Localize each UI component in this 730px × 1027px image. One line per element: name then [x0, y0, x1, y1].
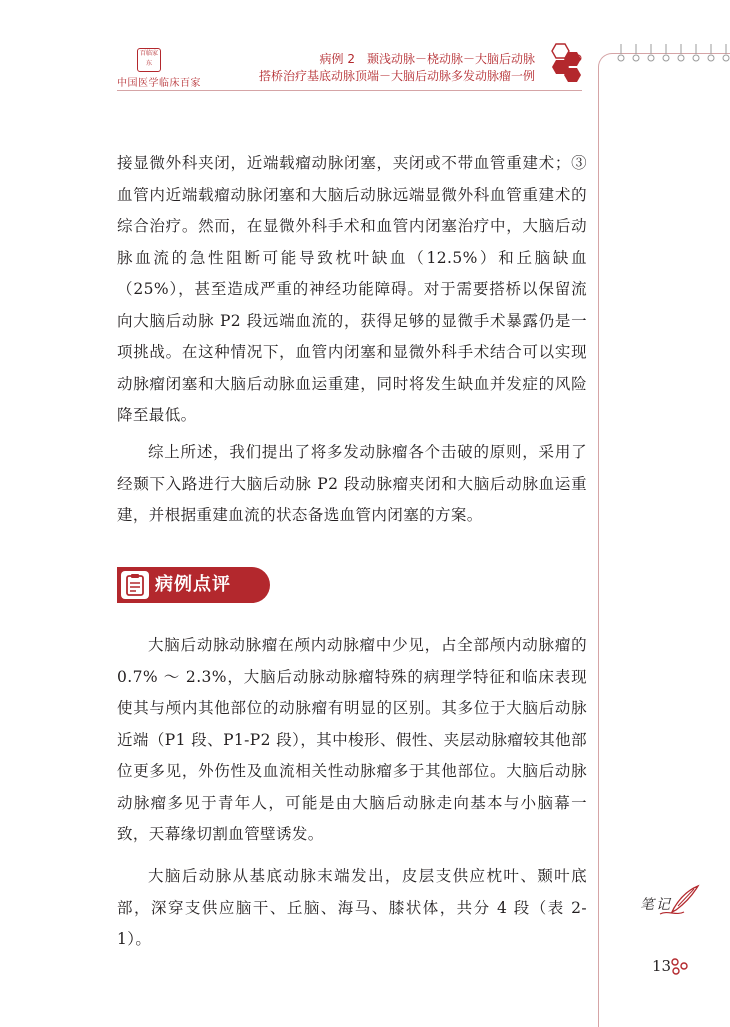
notes-label: 笔记 [640, 897, 672, 913]
quill-pen-icon [658, 884, 700, 918]
body-paragraph-4: 大脑后动脉从基底动脉末端发出，皮层支供应枕叶、颞叶底部，深穿支供应脑干、丘脑、海马、膝状体，共分 4 段（表 2-1）。 [117, 867, 587, 948]
hexagon-decoration-icon [538, 42, 588, 90]
case-title-line-2: 搭桥治疗基底动脉顶端－大脑后动脉多发动脉瘤一例 [258, 69, 535, 83]
clipboard-icon [121, 571, 149, 599]
page-number: 13 [652, 957, 672, 975]
body-paragraph-3: 大脑后动脉动脉瘤在颅内动脉瘤中少见，占全部颅内动脉瘤的 0.7% ～ 2.3%，大脑后动脉动脉瘤特殊的病理学特征和临床表现使其与颅内其他部位的动脉瘤有明显的区别。其多位于大脑后动脉近端（P1 段、P1-P2 段），其中梭形、假性、夹层动脉瘤较其他部位更多见，外伤性及血流相关性动脉瘤多于其他部位。大脑后动脉动脉瘤多见于青年人，可能是由大脑后动脉走向基本与小脑幕一致，天幕缘切割血管壁诱发。 [117, 636, 587, 843]
case-title-line-1: 病例 2 颞浅动脉－桡动脉－大脑后动脉 [319, 52, 535, 66]
body-paragraph-2: 综上所述，我们提出了将多发动脉瘤各个击破的原则，采用了经颞下入路进行大脑后动脉 P2 段动脉瘤夹闭和大脑后动脉血运重建，并根据重建血流的状态备选血管内闭塞的方案。 [117, 443, 587, 524]
brand-logo-text: 百临家东 [139, 50, 158, 67]
section-title: 病例点评 [155, 574, 231, 595]
section-heading [117, 567, 270, 603]
body-paragraph-1: 接显微外科夹闭，近端载瘤动脉闭塞，夹闭或不带血管重建术；③血管内近端载瘤动脉闭塞和大脑后动脉远端显微外科血管重建术的综合治疗。然而，在显微外科手术和血管内闭塞治疗中，大脑后动脉血流的急性阻断可能导致枕叶缺血（12.5%）和丘脑缺血（25%），甚至造成严重的神经功能障碍。对于需要搭桥以保留流向大脑后动脉 P2 段远端血流的，获得足够的显微手术暴露仍是一项挑战。在这种情况下，血管内闭塞和显微外科手术结合可以实现动脉瘤闭塞和大脑后动脉血运重建，同时将发生缺血并发症的风险降至最低。 [117, 154, 587, 424]
notes-margin-frame [598, 53, 730, 1027]
brand-logo-icon [137, 48, 161, 72]
brand-name: 中国医学临床百家 [117, 78, 201, 89]
binder-pins-icon [612, 44, 730, 64]
header-divider [117, 90, 582, 91]
page-ornament-icon [670, 957, 690, 975]
